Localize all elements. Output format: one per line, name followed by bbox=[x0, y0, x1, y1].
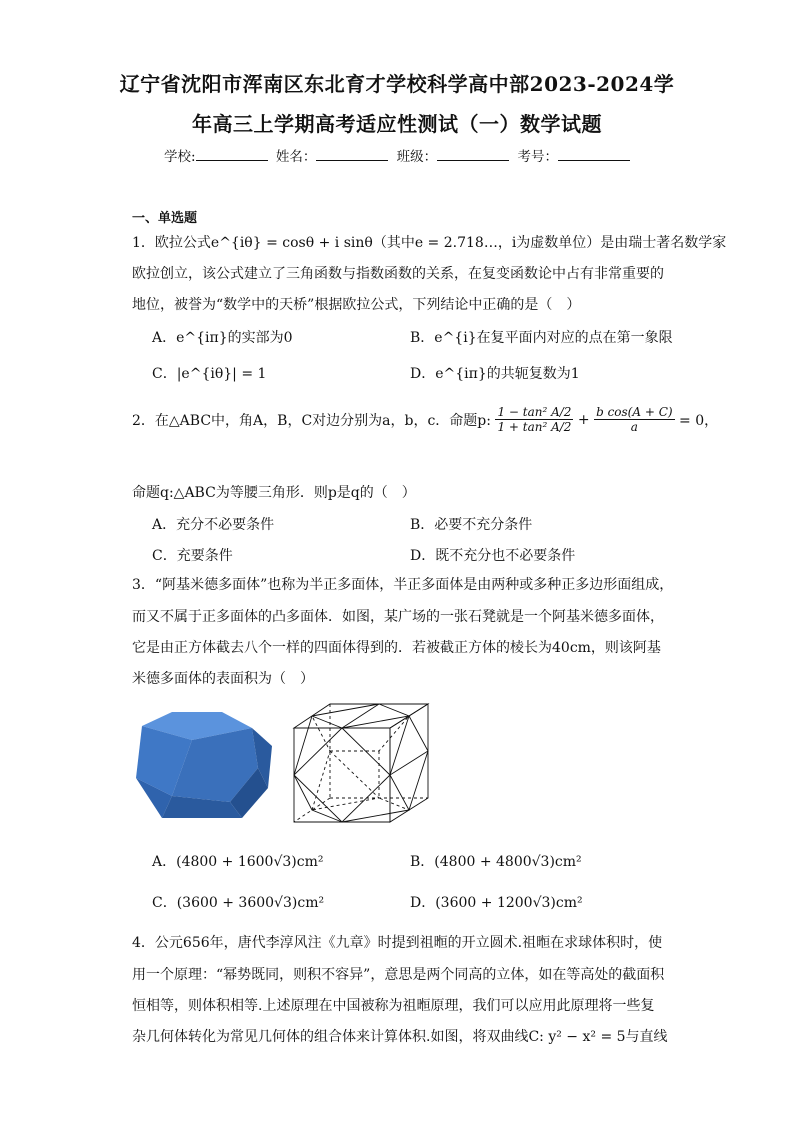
title-line-2: 年高三上学期高考适应性测试（一）数学试题 bbox=[192, 112, 602, 136]
q1-option-a: A．e^{iπ}的实部为0 bbox=[152, 330, 293, 346]
class-blank bbox=[437, 147, 509, 161]
name-blank bbox=[316, 147, 388, 161]
q3-option-b: B．(4800 + 4800√3)cm² bbox=[410, 854, 582, 870]
school-blank bbox=[196, 147, 268, 161]
name-label: 姓名： bbox=[275, 149, 317, 165]
q3-line-4: 米德多面体的表面积为（ ） bbox=[132, 671, 314, 687]
q2-fraction-1-numerator: 1 − tan² A/2 bbox=[497, 405, 572, 419]
exam-number-label: 考号： bbox=[517, 149, 558, 165]
q3-line-3: 它是由正方体截去八个一样的四面体得到的．若被截正方体的棱长为40cm，则该阿基 bbox=[132, 640, 661, 656]
cube-front-face bbox=[294, 728, 390, 822]
truncation-hidden-edges bbox=[312, 716, 409, 810]
q4-line-1: 4．公元656年，唐代李淳风注《九章》时提到祖暅的开立圆术.祖暅在求球体积时，使 bbox=[132, 935, 663, 951]
q3-line-1: 3．“阿基米德多面体”也称为半正多面体，半正多面体是由两种或多种正多边形面组成， bbox=[132, 577, 674, 593]
exam-number-blank bbox=[558, 147, 630, 161]
q1-line-1: 1．欧拉公式e^{iθ} = cosθ + i sinθ（其中e = 2.718…，i为虚数单位）是由瑞士著名数学家 bbox=[132, 235, 727, 251]
q2-option-d: D．既不充分也不必要条件 bbox=[410, 548, 576, 564]
q3-option-d: D．(3600 + 1200√3)cm² bbox=[410, 895, 583, 911]
q1-option-d: D．e^{iπ}的共轭复数为1 bbox=[410, 366, 580, 382]
q2-fraction-2 bbox=[594, 405, 675, 434]
q3-line-2: 而又不属于正多面体的凸多面体．如图，某广场的一张石凳就是一个阿基米德多面体， bbox=[132, 609, 664, 625]
q1-line-3: 地位，被誉为“数学中的天桥”根据欧拉公式，下列结论中正确的是（ ） bbox=[132, 297, 581, 313]
cube-line-diagram bbox=[290, 700, 432, 826]
polyhedron-photo bbox=[132, 706, 280, 824]
q2-fraction-2-denominator: a bbox=[630, 420, 638, 434]
q2-line-1 bbox=[132, 405, 719, 465]
q4-line-4: 杂几何体转化为常见几何体的组合体来计算体积.如图，将双曲线C: y² − x² = 5与直线 bbox=[132, 1029, 668, 1045]
student-info bbox=[0, 145, 794, 165]
q2-option-c: C．充要条件 bbox=[152, 548, 233, 564]
school-label: 学校: bbox=[164, 149, 196, 165]
q1-option-b: B．e^{i}在复平面内对应的点在第一象限 bbox=[410, 330, 673, 346]
q2-plus-sign: + bbox=[577, 411, 590, 428]
q1-option-c: C．|e^{iθ}| = 1 bbox=[152, 366, 267, 382]
q2-line-2: 命题q:△ABC为等腰三角形．则p是q的（ ） bbox=[132, 485, 416, 501]
q2-option-b: B．必要不充分条件 bbox=[410, 517, 533, 533]
section-heading: 一、单选题 bbox=[132, 211, 198, 226]
q4-line-2: 用一个原理：“幂势既同，则积不容异”，意思是两个同高的立体，如在等高处的截面积 bbox=[132, 967, 665, 983]
q2-fraction-2-numerator: b cos(A + C) bbox=[596, 405, 673, 419]
q3-option-a: A．(4800 + 1600√3)cm² bbox=[152, 854, 324, 870]
q1-line-2: 欧拉创立，该公式建立了三角函数与指数函数的关系，在复变函数论中占有非常重要的 bbox=[132, 266, 664, 282]
q2-option-a: A．充分不必要条件 bbox=[152, 517, 275, 533]
q4-line-3: 恒相等，则体积相等.上述原理在中国被称为祖暅原理，我们可以应用此原理将一些复 bbox=[132, 998, 655, 1014]
class-label: 班级： bbox=[396, 149, 438, 165]
title-line-1: 辽宁省沈阳市浑南区东北育才学校科学高中部2023-2024学 bbox=[119, 72, 675, 96]
q3-option-c: C．(3600 + 3600√3)cm² bbox=[152, 895, 325, 911]
q2-prefix: 2．在△ABC中，角A，B，C对边分别为a，b，c．命题p: bbox=[132, 412, 491, 429]
q2-fraction-1-denominator: 1 + tan² A/2 bbox=[497, 420, 572, 434]
q2-fraction-1 bbox=[495, 405, 573, 434]
q2-tail: = 0， bbox=[679, 412, 719, 429]
